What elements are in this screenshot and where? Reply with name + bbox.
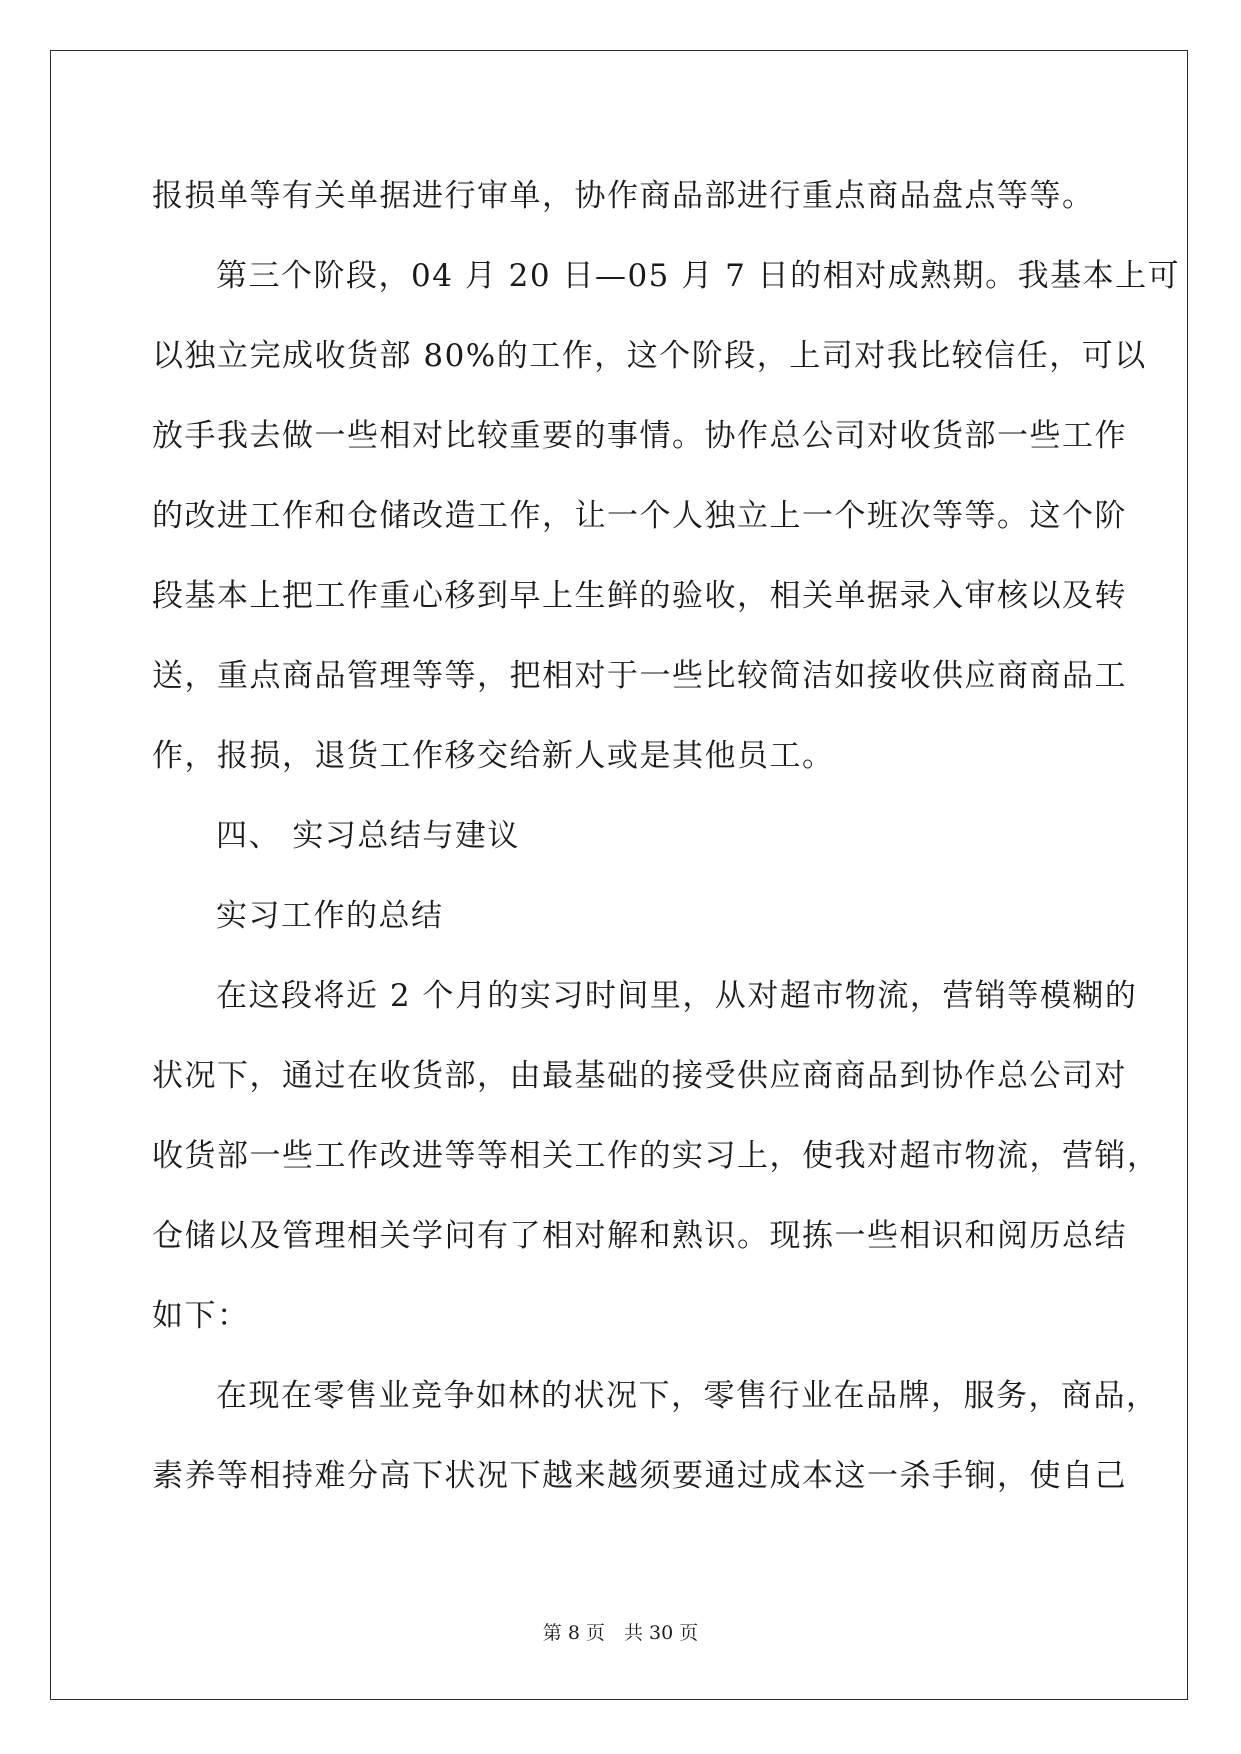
body-line-3: 以独立完成收货部 80%的工作，这个阶段，上司对我比较信任，可以 [152, 338, 1147, 374]
body-line-4: 放手我去做一些相对比较重要的事情。协作总公司对收货部一些工作 [152, 418, 1127, 454]
section-heading: 四、 实习总结与建议 [216, 818, 520, 854]
body-line-14: 仓储以及管理相关学问有了相对解和熟识。现拣一些相识和阅历总结 [152, 1218, 1127, 1254]
body-line-16: 在现在零售业竞争如林的状况下，零售行业在品牌，服务，商品， [216, 1378, 1159, 1414]
body-line-17: 素养等相持难分高下状况下越来越须要通过成本这一杀手锏，使自己 [152, 1458, 1127, 1494]
body-line-11: 在这段将近 2 个月的实习时间里，从对超市物流，营销等模糊的 [216, 978, 1138, 1014]
body-line-1: 报损单等有关单据进行审单，协作商品部进行重点商品盘点等等。 [152, 178, 1095, 214]
body-line-5: 的改进工作和仓储改造工作，让一个人独立上一个班次等等。这个阶 [152, 498, 1127, 534]
body-line-7: 送，重点商品管理等等，把相对于一些比较简洁如接收供应商商品工 [152, 658, 1127, 694]
subsection-heading: 实习工作的总结 [216, 898, 444, 934]
body-line-6: 段基本上把工作重心移到早上生鲜的验收，相关单据录入审核以及转 [152, 578, 1127, 614]
document-body [152, 156, 1181, 1516]
body-line-15: 如下： [152, 1298, 250, 1334]
body-line-2: 第三个阶段，04 月 20 日—05 月 7 日的相对成熟期。我基本上可 [216, 258, 1181, 294]
body-line-13: 收货部一些工作改进等等相关工作的实习上，使我对超市物流，营销， [152, 1138, 1160, 1174]
body-line-12: 状况下，通过在收货部，由最基础的接受供应商商品到协作总公司对 [152, 1058, 1127, 1094]
body-line-8: 作，报损，退货工作移交给新人或是其他员工。 [152, 738, 835, 774]
page-number-footer: 第 8 页 共 30 页 [542, 1622, 699, 1644]
